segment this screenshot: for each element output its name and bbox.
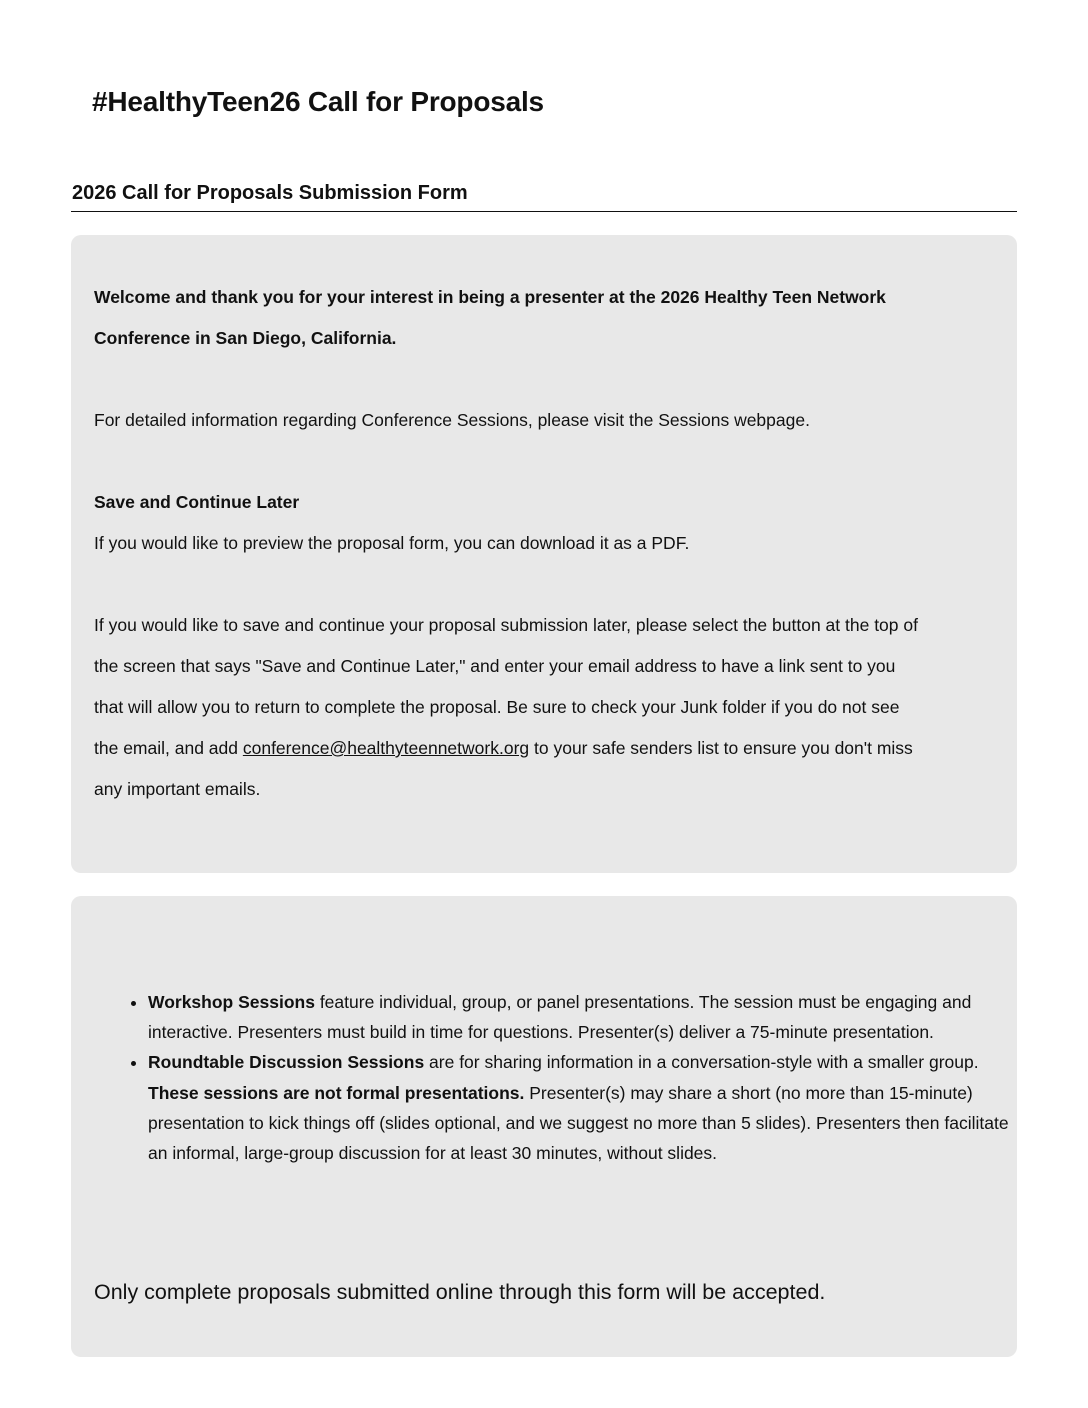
roundtable-description-end: Presenter(s) may share a short (no more than 15-minute) presentation to kick things off (slides optional, and we suggest no more than 5 slides). Presenters then facilitate an informal, large-group discussion for at least 30 minutes, without slides. [148,1082,1009,1164]
preview-text: If you would like to preview the proposal form, you can download it as a PDF. [94,533,690,553]
save-line-1: If you would like to save and continue your proposal submission later, please select the button at the top of [94,615,918,635]
welcome-line-2: Conference in San Diego, California. [94,328,397,348]
save-line-4-before: the email, and add [94,738,243,758]
roundtable-description-start: are for sharing information in a conversation-style with a smaller group. [424,1052,979,1073]
save-line-2: the screen that says "Save and Continue Later," and enter your email address to have a link sent to you [94,656,896,676]
section-divider [71,211,1017,212]
roundtable-label: Roundtable Discussion Sessions [148,1052,425,1073]
welcome-text [94,277,886,359]
save-line-5: any important emails. [94,779,261,799]
list-item-roundtable [148,1047,1018,1168]
list-item-workshop [148,987,1018,1047]
workshop-label: Workshop Sessions [148,992,315,1012]
workshop-description: feature individual, group, or panel presentations. The session must be engaging and interactive. Presenters must build in time for questions. Presenter(s) deliver a 75-minute presentation. [148,992,972,1043]
save-line-4-after: to your safe senders list to ensure you don't miss [529,738,913,758]
page-title: #HealthyTeen26 Call for Proposals [92,86,544,117]
save-line-3: that will allow you to return to complete the proposal. Be sure to check your Junk folder if you do not see [94,697,900,717]
roundtable-emphasis: These sessions are not formal presentations. [148,1082,525,1103]
email-link[interactable]: conference@healthyteennetwork.org [242,738,530,758]
save-instructions [94,605,918,810]
session-types-list [128,987,1018,1168]
closing-notice: Only complete proposals submitted online through this form will be accepted. [94,1280,826,1304]
save-continue-heading: Save and Continue Later [94,492,300,512]
section-title: 2026 Call for Proposals Submission Form [72,182,468,204]
welcome-line-1: Welcome and thank you for your interest in being a presenter at the 2026 Healthy Teen Network [94,287,886,307]
sessions-info-text: For detailed information regarding Conference Sessions, please visit the Sessions webpage. [94,410,810,430]
